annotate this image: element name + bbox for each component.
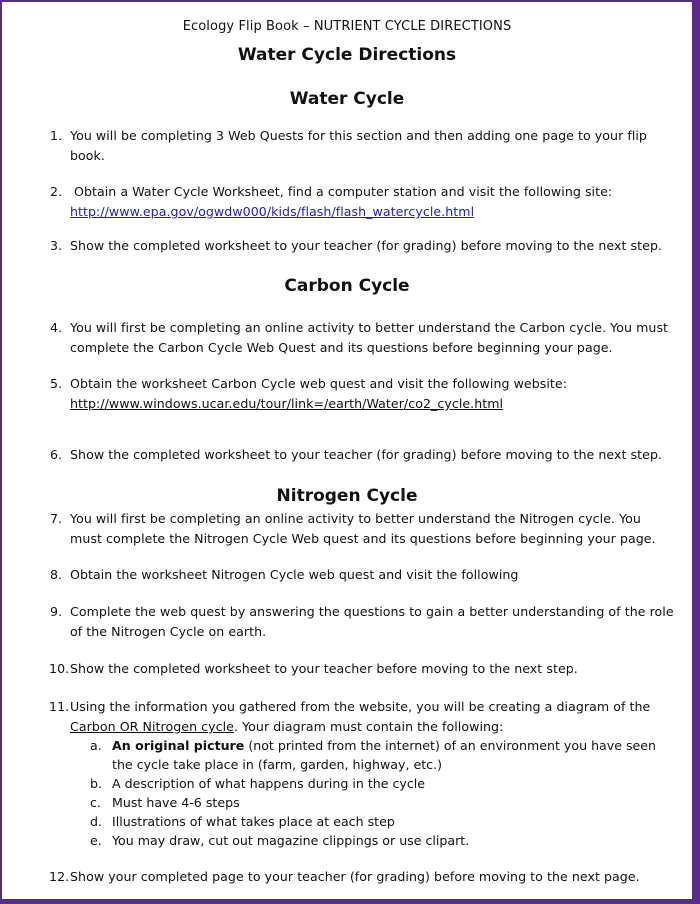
page-header: Ecology Flip Book – NUTRIENT CYCLE DIRECTIONS	[182, 19, 512, 34]
section-heading-carbon: Carbon Cycle	[284, 276, 410, 296]
requirement-letter: b.	[90, 776, 102, 791]
requirement-text: (not printed from the internet) of an environment you have seen the cycle take place in (farm, garden, highway, etc.)	[112, 738, 657, 772]
requirement-item-e	[90, 831, 674, 850]
item-text: You will be completing 3 Web Quests for this section and then adding one page to your flip book.	[70, 128, 647, 163]
requirements-list	[90, 736, 674, 850]
item-number: 10.	[49, 661, 70, 676]
item-text: Show your completed page to your teacher (for grading) before moving to the next page.	[70, 869, 640, 884]
requirement-text: Illustrations of what takes place at each step	[112, 814, 395, 829]
requirement-letter: c.	[90, 795, 101, 810]
document-page	[2, 2, 692, 899]
item-text-underlined: Carbon OR Nitrogen cycle	[70, 719, 234, 734]
item-number: 4.	[50, 320, 63, 335]
requirement-item-b	[90, 774, 674, 793]
item-number: 12.	[49, 869, 70, 884]
requirement-letter: e.	[90, 833, 102, 848]
item-number: 1.	[50, 128, 63, 143]
item-number: 2.	[50, 184, 63, 199]
item-text: Complete the web quest by answering the questions to gain a better understanding of the role of the Nitrogen Cycle on earth.	[70, 604, 674, 639]
item-line: Obtain the worksheet Carbon Cycle web quest and visit the following website:	[70, 376, 568, 391]
requirement-text: You may draw, cut out magazine clippings or use clipart.	[112, 833, 470, 848]
item-text-part: . Your diagram must contain the following:	[233, 719, 504, 734]
requirement-item-d	[90, 812, 674, 831]
requirement-item-c	[90, 793, 674, 812]
item-text: Show the completed worksheet to your teacher (for grading) before moving to the next step.	[70, 238, 663, 253]
item-text: You will first be completing an online activity to better understand the Nitrogen cycle. You must complete the Nitrogen Cycle Web quest and its questions before beginning your page.	[70, 511, 656, 546]
item-text	[70, 697, 674, 737]
item-text: Show the completed worksheet to your teacher (for grading) before moving to the next step.	[70, 447, 663, 462]
requirement-letter: d.	[90, 814, 102, 829]
requirement-letter: a.	[90, 738, 102, 753]
water-cycle-link[interactable]: http://www.epa.gov/ogwdw000/kids/flash/flash_watercycle.html	[70, 204, 475, 219]
item-text: You will first be completing an online activity to better understand the Carbon cycle. You must complete the Carbon Cycle Web Quest and its questions before beginning your page.	[70, 320, 669, 355]
page-title: Water Cycle Directions	[237, 45, 457, 65]
item-number: 8.	[50, 567, 63, 582]
requirement-item-a	[90, 736, 674, 774]
item-number: 5.	[50, 376, 63, 391]
item-text: Obtain the worksheet Nitrogen Cycle web quest and visit the following	[70, 567, 519, 582]
item-text-part: Using the information you gathered from the website, you will be creating a diagram of the	[70, 699, 651, 714]
section-heading-water: Water Cycle	[289, 89, 405, 109]
item-number: 6.	[50, 447, 63, 462]
requirement-text: Must have 4-6 steps	[112, 795, 240, 810]
requirement-bold: An original picture	[112, 738, 245, 753]
item-number: 11.	[49, 699, 70, 714]
item-number: 3.	[50, 238, 63, 253]
item-number: 9.	[50, 604, 63, 619]
item-text	[70, 374, 674, 414]
item-line: Obtain a Water Cycle Worksheet, find a computer station and visit the following site:	[74, 184, 613, 199]
item-text: Show the completed worksheet to your teacher before moving to the next step.	[70, 661, 578, 676]
carbon-cycle-link[interactable]: http://www.windows.ucar.edu/tour/link=/earth/Water/co2_cycle.html	[70, 396, 504, 411]
section-heading-nitrogen: Nitrogen Cycle	[276, 486, 418, 506]
item-number: 7.	[50, 511, 63, 526]
requirement-text: A description of what happens during in the cycle	[112, 776, 426, 791]
item-text	[70, 182, 674, 222]
